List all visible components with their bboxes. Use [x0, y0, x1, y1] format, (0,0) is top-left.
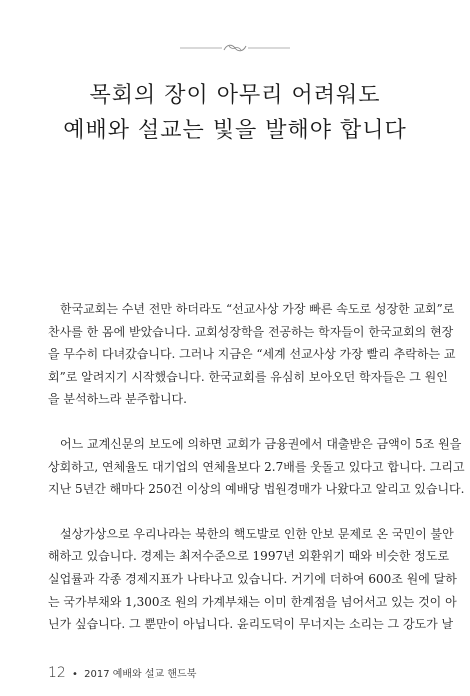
- title-ornament-divider: [180, 40, 290, 56]
- paragraph-1: [48, 298, 456, 411]
- text-line: 실업률과 각종 경제지표가 나타나고 있습니다. 거기에 더하여 600조 원에 달하: [48, 571, 457, 586]
- chapter-title-line-2: 예배와 설교는 빛을 발해야 합니다: [63, 118, 407, 143]
- text-line: 상회하고, 연체율도 대기업의 연체율보다 2.7배를 웃돌고 있다고 합니다. 그리고: [48, 459, 465, 474]
- text-line: 설상가상으로 우리나라는 북한의 핵도발로 인한 안보 문제로 온 국민이 불안: [60, 526, 454, 541]
- footer-separator: •: [72, 669, 78, 680]
- chapter-title: [0, 78, 470, 148]
- page-number: 12: [48, 665, 66, 681]
- text-line: 회”로 알려지기 시작했습니다. 한국교회를 유심히 보아오던 학자들은 그 원인: [48, 369, 448, 384]
- page-footer: [48, 665, 196, 681]
- text-line: 을 무수히 다녀갔습니다. 그러나 지금은 “세계 선교사상 가장 빨리 추락하는 교: [48, 347, 456, 362]
- body-text: [48, 298, 465, 658]
- text-line: 닌가 싶습니다. 그 뿐만이 아닙니다. 윤리도덕이 무너지는 소리는 그 강도가 날: [48, 617, 454, 632]
- text-line: 는 국가부채와 1,300조 원의 가계부채는 이미 한계점을 넘어서고 있는 것이 아: [48, 594, 457, 609]
- text-line: 지난 5년간 해마다 250건 이상의 예배당 법원경매가 나왔다고 알리고 있습니다.: [48, 482, 465, 497]
- text-line: 해하고 있습니다. 경제는 최저수준으로 1997년 외환위기 때와 비슷한 정도로: [48, 549, 450, 564]
- chapter-title-line-1: 목회의 장이 아무리 어려워도: [89, 83, 381, 108]
- text-line: 어느 교계신문의 보도에 의하면 교회가 금융권에서 대출받은 금액이 5조 원을: [60, 436, 462, 451]
- paragraph-2: [48, 433, 465, 501]
- book-title: 2017 예배와 설교 핸드북: [84, 669, 197, 680]
- text-line: 한국교회는 수년 전만 하더라도 “선교사상 가장 빠른 속도로 성장한 교회”로: [60, 302, 455, 316]
- text-line: 을 분석하느라 분주합니다.: [48, 392, 187, 407]
- text-line: 찬사를 한 몸에 받았습니다. 교회성장학을 전공하는 학자들이 한국교회의 현장: [48, 324, 454, 339]
- paragraph-3: [48, 523, 457, 636]
